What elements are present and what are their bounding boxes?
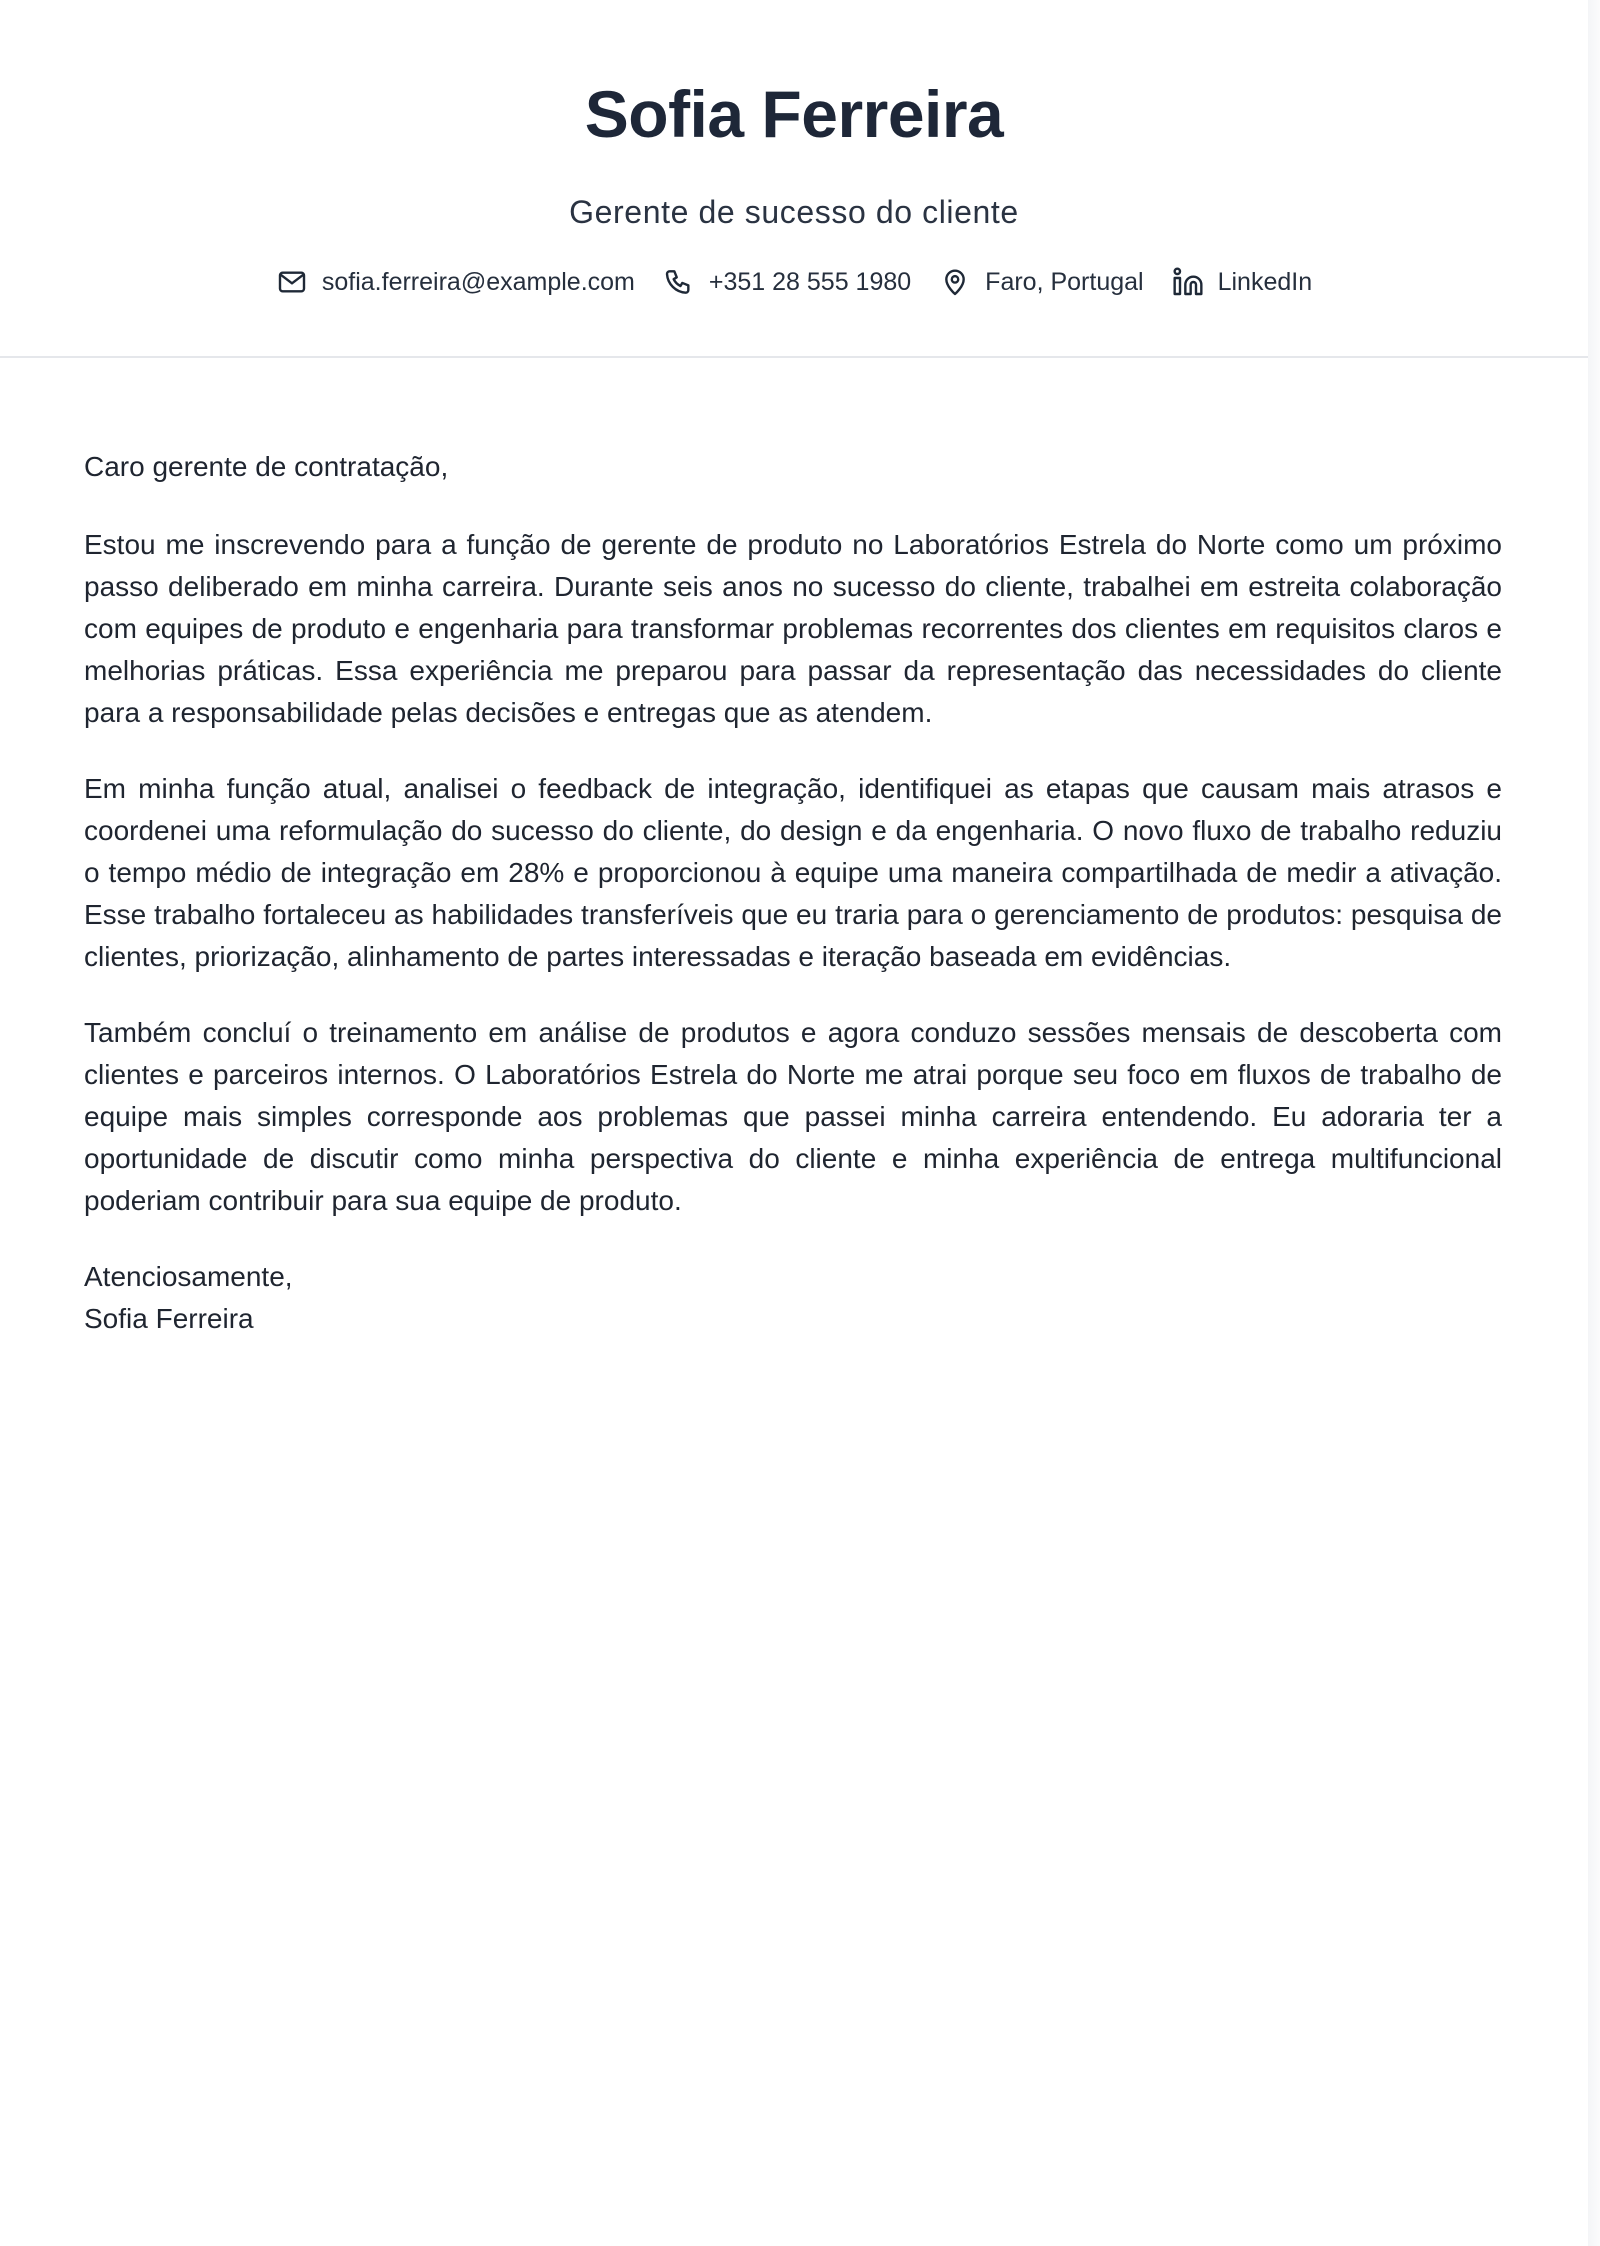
letter-paragraph-2: Em minha função atual, analisei o feedback de integração, identifiquei as etapas que causam mais atrasos e coordenei uma reformulação do sucesso do cliente, do design e da engenharia. O novo fluxo de trabalho reduziu o tempo médio de integração em 28% e proporcionou à equipe uma maneira compartilhada de medir a ativação. Esse trabalho fortaleceu as habilidades transferíveis que eu traria para o gerenciamento de produtos: pesquisa de clientes, priorização, alinhamento de partes interessadas e iteração baseada em evidências. bbox=[84, 773, 1502, 972]
letter-closing bbox=[84, 1256, 1502, 1340]
letter-paragraph-1: Estou me inscrevendo para a função de gerente de produto no Laboratórios Estrela do Norte como um próximo passo deliberado em minha carreira. Durante seis anos no sucesso do cliente, trabalhei em estreita colaboração com equipes de produto e engenharia para transformar problemas recorrentes dos clientes em requisitos claros e melhorias práticas. Essa experiência me preparou para passar da representação das necessidades do cliente para a responsabilidade pelas decisões e entregas que as atendem. bbox=[84, 529, 1502, 728]
phone-icon bbox=[663, 266, 695, 298]
contact-bar bbox=[0, 262, 1588, 302]
contact-email-text: sofia.ferreira@example.com bbox=[321, 267, 635, 296]
letter-header bbox=[0, 0, 1588, 358]
applicant-title: Gerente de sucesso do cliente bbox=[569, 194, 1019, 230]
letter-paragraph-3: Também concluí o treinamento em análise de produtos e agora conduzo sessões mensais de descoberta com clientes e parceiros internos. O Laboratórios Estrela do Norte me atrai porque seu foco em fluxos de trabalho de equipe mais simples corresponde aos problemas que passei minha carreira entendendo. Eu adoraria ter a oportunidade de discutir como minha perspectiva do cliente e minha experiência de entrega multifuncional poderiam contribuir para sua equipe de produto. bbox=[84, 1017, 1502, 1216]
contact-location-text: Faro, Portugal bbox=[985, 267, 1144, 296]
mail-icon bbox=[276, 266, 308, 298]
letter-salutation: Caro gerente de contratação, bbox=[84, 451, 449, 482]
contact-linkedin[interactable] bbox=[1172, 266, 1313, 298]
applicant-name: Sofia Ferreira bbox=[584, 77, 1004, 151]
map-pin-icon bbox=[939, 266, 971, 298]
contact-location bbox=[939, 266, 1143, 298]
signature-name: Sofia Ferreira bbox=[84, 1303, 254, 1334]
contact-linkedin-text: LinkedIn bbox=[1217, 267, 1313, 296]
contact-phone[interactable] bbox=[663, 266, 911, 298]
closing-phrase: Atenciosamente, bbox=[84, 1261, 293, 1292]
letter-body bbox=[84, 446, 1502, 1340]
contact-phone-text: +351 28 555 1980 bbox=[708, 267, 912, 296]
contact-email[interactable] bbox=[276, 266, 635, 298]
page-edge-shadow bbox=[1588, 0, 1600, 2246]
linkedin-icon bbox=[1172, 266, 1204, 298]
